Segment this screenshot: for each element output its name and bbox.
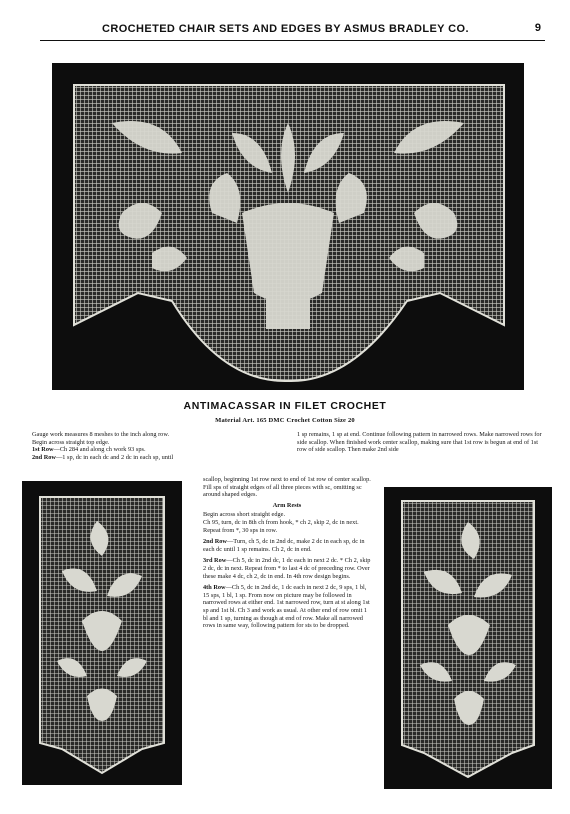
arm-rests-row-4-text: —Ch 5, dc in 2nd dc, 1 dc each in next 2 dc, 9 sps, 1 bl, 15 sps, 1 bl, 1 sp. From now on picture may be followed in narrowed rows at either end. 1st narrowed row, turn at st along 1st sp and 1st bl. Ch 3 and work as usual. At other end of row omit 1 bl and 1 sp, turning as though at end of row. Make all narrowed rows in same way, following pattern for sts to be dropped. — [203, 584, 370, 630]
begin-text: Begin across straight top edge. — [32, 438, 110, 446]
material-line: Material Art. 165 DMC Crochet Cotton Size 20 — [215, 417, 355, 424]
running-title: CROCHETED CHAIR SETS AND EDGES BY ASMUS BRADLEY CO. — [102, 23, 469, 35]
arm-rests-row-3-text: —Ch 5, dc in 2nd dc, 1 dc each in next 2 dc. * Ch 2, skip 2 dc, dc in next. Repeat from * to last 4 dc of preceding row. Over these make 4 dc, ch 2, dc in end. In 4th row design begins. — [203, 557, 371, 580]
instructions-right-column — [297, 431, 543, 454]
instructions-center-column — [203, 476, 371, 630]
row-2-instruction — [32, 454, 282, 462]
gauge-text: Gauge work measures 8 meshes to the inch along row. — [32, 431, 170, 438]
arm-rests-heading: Arm Rests — [272, 501, 302, 509]
arm-rest-right-photo — [384, 487, 552, 789]
row-1-instruction — [32, 446, 282, 454]
row-2-text: —1 sp, dc in each dc and 2 dc in each sp, until — [55, 453, 174, 461]
article-title: ANTIMACASSAR IN FILET CROCHET — [183, 400, 387, 412]
arm-rests-row-2 — [203, 538, 371, 553]
row-1-label: 1st Row — [32, 446, 54, 454]
arm-rests-row-2-label: 2nd Row — [203, 538, 227, 546]
arm-rest-right-lace-image — [384, 487, 552, 789]
row-2-label: 2nd Row — [32, 453, 56, 461]
row-1-text: —Ch 284 and along ch work 93 sps. — [53, 446, 146, 454]
antimacassar-photo — [52, 63, 524, 390]
scallop-text: 1 sp remains, 1 sp at end. Continue following pattern in narrowed rows. Make narrowed rows for side scallop. When finished work center scallop, making sure that 1st row is begun at end of 1st row of side scallop. Then make 2nd side — [297, 431, 542, 454]
arm-rests-row-4-label: 4th Row — [203, 584, 226, 592]
arm-rests-row-2-text: —Turn, ch 5, dc in 2nd dc, make 2 dc in each sp, dc in each dc until 1 sp remains. Ch 2, dc in end. — [203, 538, 365, 553]
arm-rest-left-photo — [22, 481, 182, 785]
arm-rests-row-4 — [203, 584, 371, 630]
arm-rests-row-3 — [203, 557, 371, 580]
page-header — [40, 20, 545, 41]
antimacassar-lace-image — [52, 63, 524, 390]
arm-rests-row-1: Ch 95, turn, dc in 8th ch from hook, * ch 2, skip 2, dc in next. Repeat from *, 30 sps in row. — [203, 518, 359, 534]
page-number: 9 — [534, 22, 541, 34]
arm-rests-begin-text: Begin across short straight edge. — [203, 511, 286, 519]
arm-rest-left-lace-image — [22, 481, 182, 785]
arm-rests-row-3-label: 3rd Row — [203, 557, 227, 565]
scallop-continued-text: scallop, beginning 1st row next to end of 1st row of center scallop. Fill sps of straight edges of all three pieces with sc, omitting sc around shaped edges. — [203, 476, 371, 499]
instructions-left-column — [32, 431, 282, 461]
